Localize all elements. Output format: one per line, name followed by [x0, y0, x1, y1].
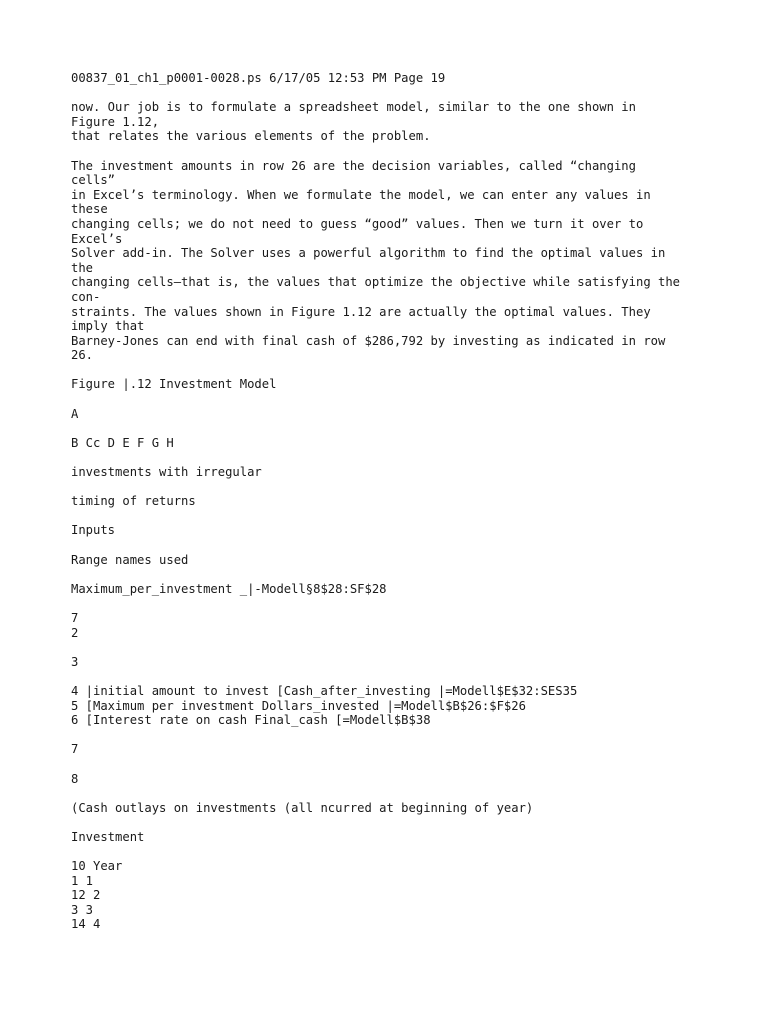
- paragraph-2-line: straints. The values shown in Figure 1.12 are actually the optimal values. They: [71, 304, 651, 319]
- paragraph-2-line: changing cells; we do not need to guess “good” values. Then we turn it over to: [71, 216, 644, 231]
- paragraph-2-line: The investment amounts in row 26 are the decision variables, called “changing: [71, 158, 636, 173]
- row-8: [71, 772, 711, 787]
- range-names-label: Range names used: [71, 552, 189, 567]
- figure-caption: [71, 377, 711, 392]
- paragraph-1-line: that relates the various elements of the problem.: [71, 129, 431, 144]
- max-per-investment-line: Maximum_per_investment _|-Modell§8$28:SF$28: [71, 581, 387, 596]
- paragraph-1-line: Figure 1.12,: [71, 114, 160, 129]
- paragraph-2-line: these: [71, 202, 108, 217]
- column-a-label: A: [71, 406, 79, 421]
- row-7: [71, 742, 711, 757]
- inputs-label: Inputs: [71, 523, 116, 538]
- document-page: [71, 71, 711, 947]
- spreadsheet-row: 6 [Interest rate on cash Final_cash [=Modell$B$38: [71, 713, 431, 728]
- inputs-section: [71, 523, 711, 538]
- investment-section: [71, 830, 711, 845]
- paragraph-2-line: the: [71, 260, 94, 275]
- row-number: 7: [71, 742, 79, 757]
- paragraph-2-line: Barney-Jones can end with final cash of $286,792 by investing as indicated in row: [71, 333, 666, 348]
- spreadsheet-row: 4 |initial amount to invest [Cash_after_investing |=Modell$E$32:SES35: [71, 683, 578, 698]
- paragraph-1: [71, 100, 711, 144]
- investment-label: Investment: [71, 829, 145, 844]
- paragraph-2: [71, 159, 711, 363]
- page-header: [71, 71, 711, 86]
- paragraph-2-line: imply that: [71, 319, 145, 334]
- year-row: 12 2: [71, 888, 101, 903]
- paragraph-2-line: Excel’s: [71, 231, 123, 246]
- paragraph-2-line: cells”: [71, 173, 116, 188]
- row-3: [71, 655, 711, 670]
- row-number: 8: [71, 771, 79, 786]
- figure-title-1: [71, 465, 711, 480]
- max-per-investment-section: [71, 582, 711, 597]
- spreadsheet-row: 5 [Maximum per investment Dollars_invested |=Modell$B$26:$F$26: [71, 698, 526, 713]
- page-slug: 00837_01_ch1_p0001-0028.ps 6/17/05 12:53 PM Page 19: [71, 71, 446, 85]
- range-names-section: [71, 553, 711, 568]
- cash-outlays-line: (Cash outlays on investments (all ncurred at beginning of year): [71, 800, 534, 815]
- paragraph-2-line: 26.: [71, 348, 94, 363]
- row-group-2: [71, 684, 711, 728]
- row-number: 7: [71, 610, 79, 625]
- paragraph-1-line: now. Our job is to formulate a spreadsheet model, similar to the one shown in: [71, 100, 636, 115]
- figure-caption-text: Figure |.12 Investment Model: [71, 377, 277, 392]
- figure-column-headers: [71, 436, 711, 451]
- figure-title-line: timing of returns: [71, 494, 196, 509]
- year-rows: [71, 859, 711, 932]
- row-number: 3: [71, 654, 79, 669]
- paragraph-2-line: Solver add-in. The Solver uses a powerful algorithm to find the optimal values in: [71, 246, 666, 261]
- year-row: 1 1: [71, 873, 94, 888]
- row-group-1: [71, 611, 711, 640]
- figure-title-2: [71, 494, 711, 509]
- row-number: 2: [71, 625, 79, 640]
- year-row: 3 3: [71, 902, 94, 917]
- paragraph-2-line: con-: [71, 289, 101, 304]
- year-row: 10 Year: [71, 859, 123, 874]
- year-row: 14 4: [71, 917, 101, 932]
- paragraph-2-line: changing cells—that is, the values that optimize the objective while satisfying the: [71, 275, 681, 290]
- column-headers-text: B Cc D E F G H: [71, 435, 174, 450]
- paragraph-2-line: in Excel’s terminology. When we formulate the model, we can enter any values in: [71, 187, 651, 202]
- cash-outlays-section: [71, 801, 711, 816]
- figure-title-line: investments with irregular: [71, 465, 262, 480]
- figure-column-a: [71, 407, 711, 422]
